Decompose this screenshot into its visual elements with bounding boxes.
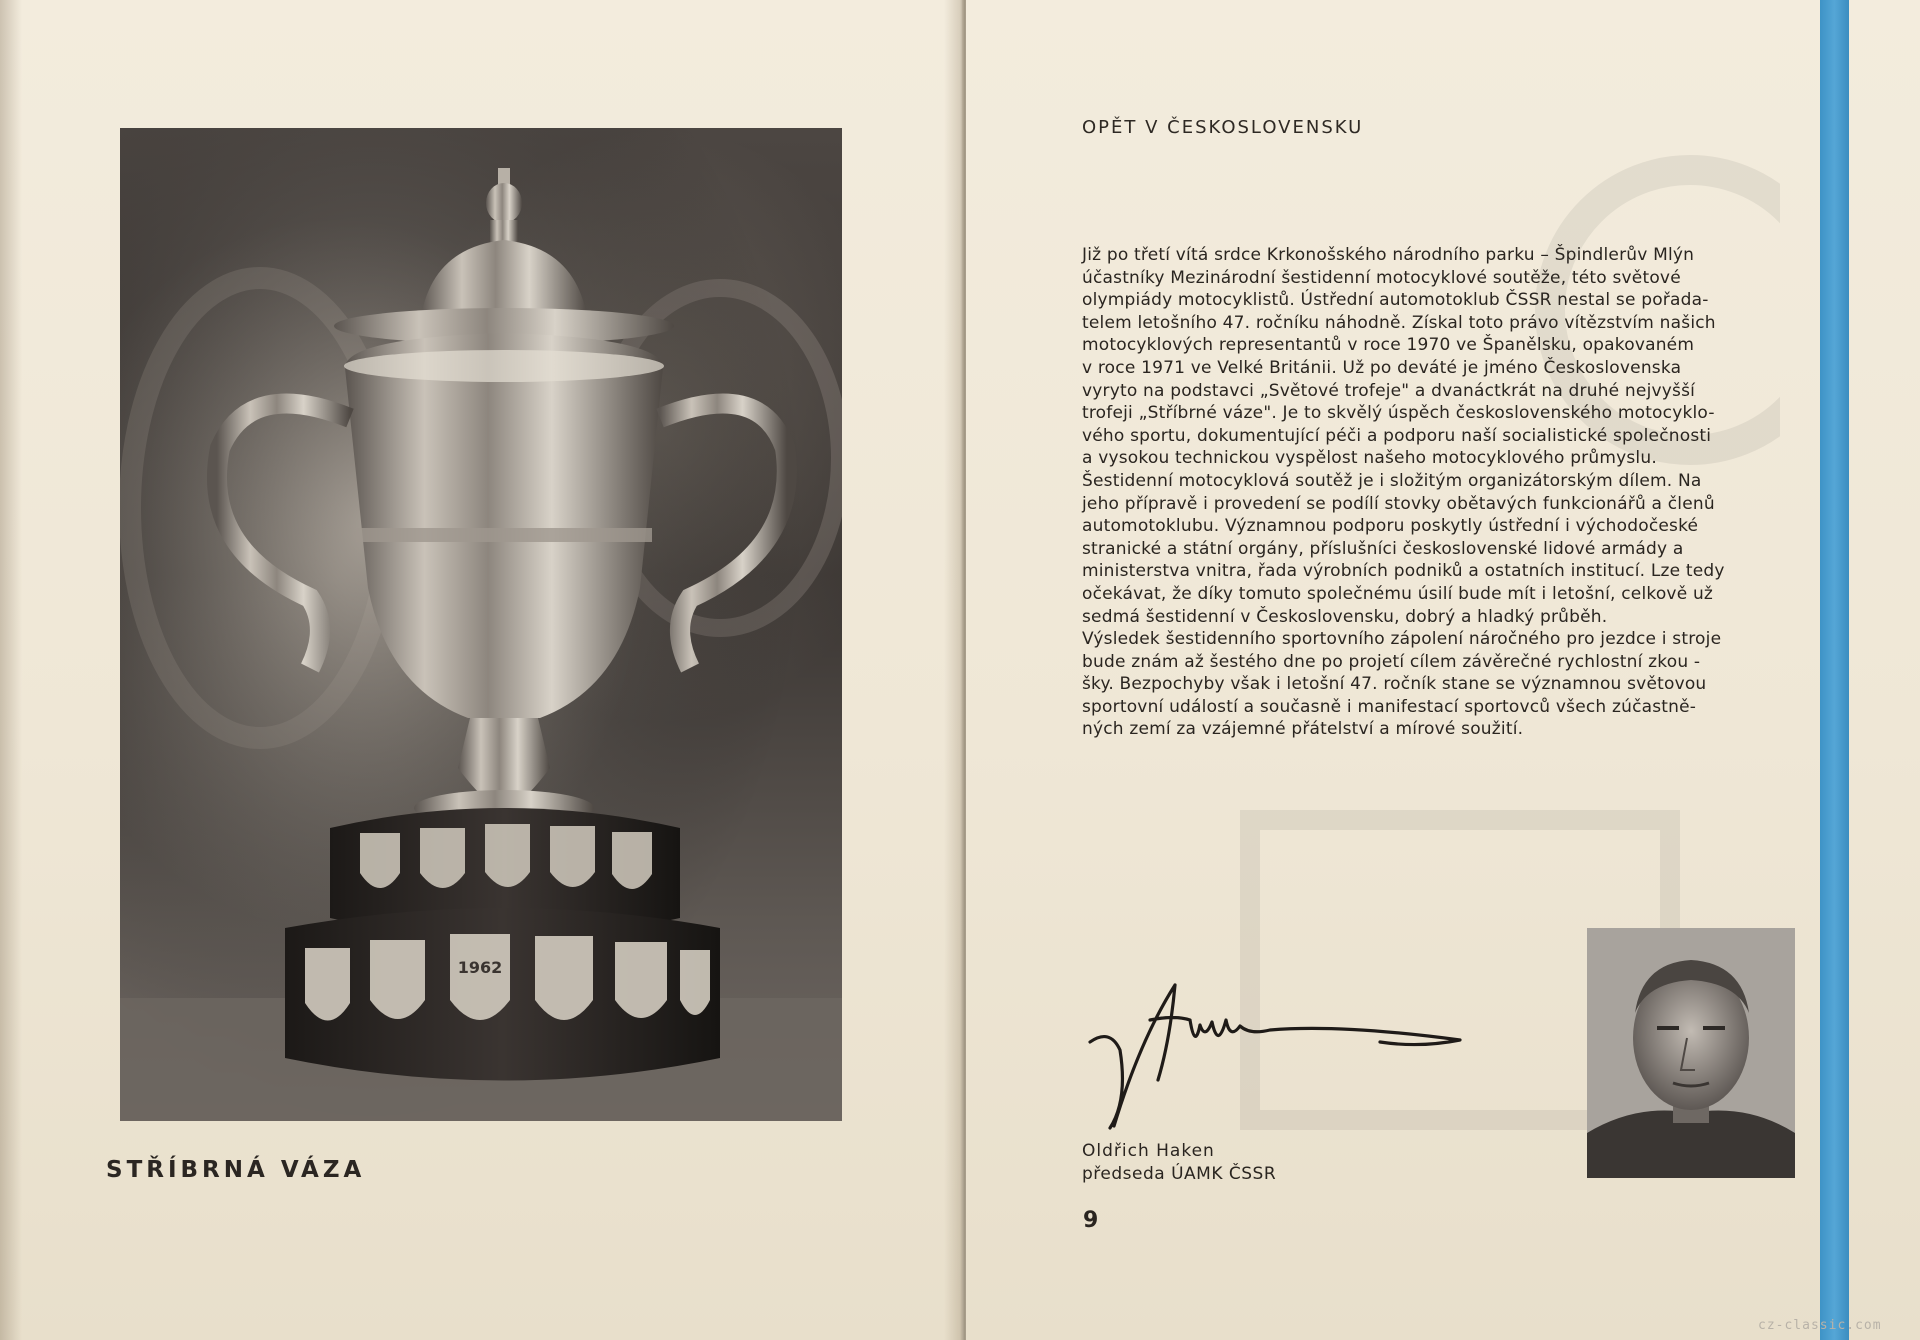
body-line: v roce 1971 ve Velké Británii. Už po deváté je jméno Československa bbox=[1082, 357, 1682, 378]
page-edge-shadow bbox=[0, 0, 22, 1340]
body-line: ministerstva vnitra, řada výrobních podniků a ostatních institucí. Lze tedy bbox=[1082, 561, 1725, 582]
body-line: motocyklových representantů v roce 1970 ve Španělsku, opakovaném bbox=[1082, 335, 1695, 356]
body-line: Již po třetí vítá srdce Krkonošského národního parku – Špindlerův Mlýn bbox=[1082, 245, 1695, 265]
shield-engraving-1962: 1962 bbox=[457, 958, 503, 977]
body-line: bude znám až šestého dne po projetí cílem závěrečné rychlostní zkou - bbox=[1082, 651, 1701, 672]
body-line: trofeji „Stříbrné váze". Je to skvělý úspěch československého motocyklo- bbox=[1082, 403, 1715, 424]
portrait-photo bbox=[1587, 928, 1795, 1178]
body-line: automotoklubu. Významnou podporu poskytly ústřední i východočeské bbox=[1082, 516, 1699, 537]
watermark: cz-classic.com bbox=[1758, 1318, 1882, 1333]
body-line: telem letošního 47. ročníku náhodně. Získal toto právo vítězstvím našich bbox=[1082, 312, 1716, 333]
body-line: vého sportu, dokumentující péči a podporu naší socialistické společnosti bbox=[1082, 425, 1712, 446]
body-line: olympiády motocyklistů. Ústřední automotoklub ČSSR nestal se pořada- bbox=[1082, 290, 1709, 311]
body-line: jeho přípravě i provedení se podílí stovky obětavých funkcionářů a členů bbox=[1082, 493, 1715, 514]
body-line: účastníky Mezinárodní šestidenní motocyklové soutěže, této světové bbox=[1082, 267, 1681, 288]
body-line: stranické a státní orgány, příslušníci československé lidové armády a bbox=[1082, 538, 1684, 559]
signer-name: Oldřich Haken bbox=[1082, 1141, 1215, 1161]
blue-edge-strip bbox=[1820, 0, 1849, 1340]
trophy-photo bbox=[120, 128, 842, 1121]
body-line: a vysokou technickou vyspělost našeho motocyklového průmyslu. bbox=[1082, 448, 1657, 469]
body-line: očekávat, že díky tomuto společnému úsilí bude mít i letošní, celkově už bbox=[1082, 583, 1714, 604]
article-heading: OPĚT V ČESKOSLOVENSKU bbox=[1082, 117, 1364, 138]
body-line: Výsledek šestidenního sportovního zápolení náročného pro jezdce i stroje bbox=[1082, 629, 1722, 650]
signer-title: předseda ÚAMK ČSSR bbox=[1082, 1164, 1277, 1184]
body-line: sportovní událostí a současně i manifestací sportovců všech zúčastně- bbox=[1082, 696, 1697, 717]
body-line: ných zemí za vzájemné přátelství a mírové soužití. bbox=[1082, 719, 1524, 740]
photo-caption: STŘÍBRNÁ VÁZA bbox=[106, 1157, 366, 1183]
silver-vase-trophy-image bbox=[120, 128, 842, 1121]
page-number: 9 bbox=[1083, 1208, 1099, 1233]
article-body bbox=[1082, 244, 1792, 741]
handwritten-signature bbox=[1080, 980, 1480, 1130]
body-line: šky. Bezpochyby však i letošní 47. ročník stane se významnou světovou bbox=[1082, 674, 1707, 695]
body-line: vyryto na podstavci „Světové trofeje" a dvanáctkrát na druhé nejvyšší bbox=[1082, 380, 1696, 401]
body-line: Šestidenní motocyklová soutěž je i složitým organizátorským dílem. Na bbox=[1082, 470, 1702, 491]
man-portrait-image bbox=[1587, 928, 1795, 1178]
body-line: sedmá šestidenní v Československu, dobrý a hladký průběh. bbox=[1082, 606, 1608, 627]
